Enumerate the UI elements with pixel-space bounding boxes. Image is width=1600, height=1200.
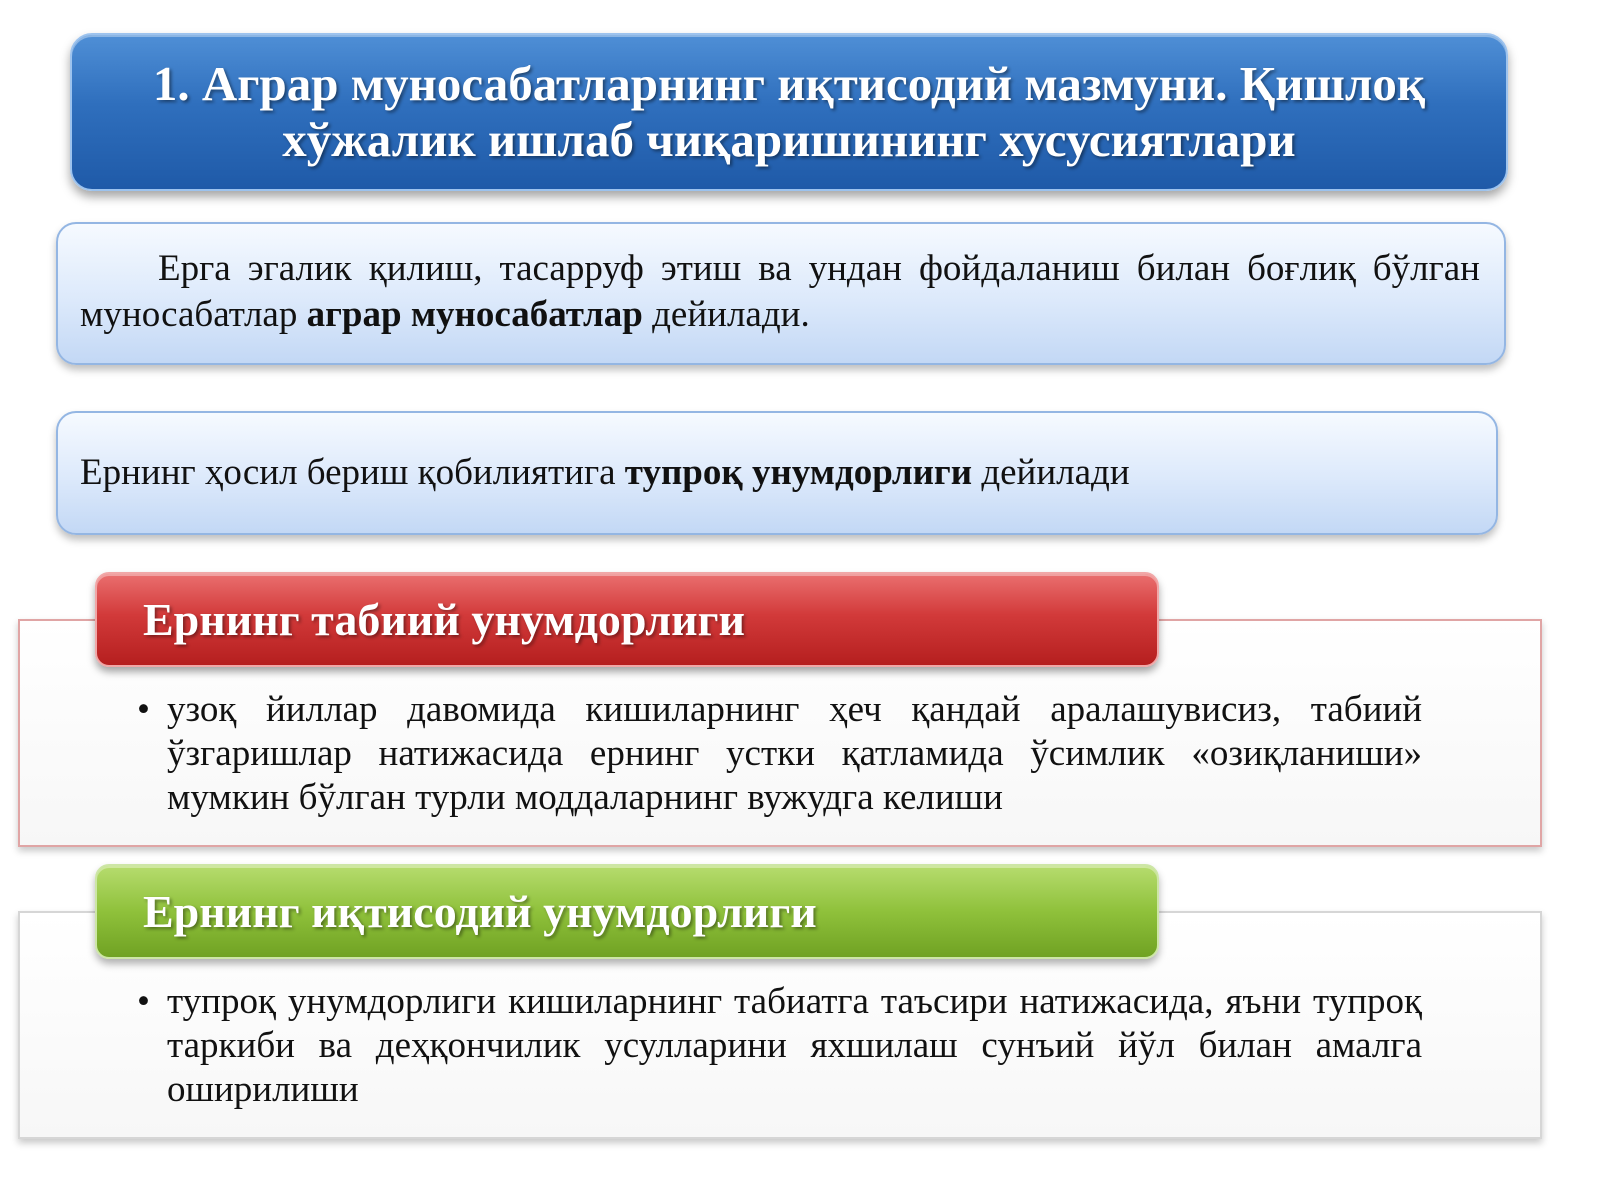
- soil-fertility-definition: [80, 450, 1130, 496]
- natural-fertility-heading: Ернинг табиий унумдорлиги: [143, 593, 745, 645]
- definition-text-before: Ерга эгалик қилиш, тасарруф этиш ва ундан фойдаланиш билан боғлиқ бўлган муносабатлар: [80, 248, 1480, 335]
- definition-text-after: дейилади: [972, 452, 1130, 493]
- economic-fertility-bullet-text: тупроқ унумдорлиги кишиларнинг табиатга таъсири натижасида, яъни тупроқ таркиби ва деҳқончилик усулларини яхшилаш сунъий йўл билан амалга оширилиши: [167, 981, 1422, 1110]
- definition-text-after: дейилади.: [642, 294, 810, 335]
- agrarian-relations-definition: [80, 246, 1480, 338]
- definition-bold-term: аграр муносабатлар: [306, 294, 643, 335]
- definition-text-before: Ернинг ҳосил бериш қобилиятига: [80, 452, 625, 493]
- economic-fertility-header: [95, 864, 1159, 959]
- slide-title: 1. Аграр муносабатларнинг иқтисодий мазмуни. Қишлоқ хўжалик ишлаб чиқаришининг хусусиятлари: [152, 56, 1426, 167]
- definition-bold-term: тупроқ унумдорлиги: [624, 452, 973, 493]
- natural-fertility-header: [95, 572, 1159, 667]
- economic-fertility-heading: Ернинг иқтисодий унумдорлиги: [143, 885, 817, 937]
- bullet-icon: •: [137, 689, 150, 730]
- economic-fertility-bullet: [137, 980, 1422, 1112]
- bullet-icon: •: [137, 981, 150, 1022]
- natural-fertility-bullet-text: узоқ йиллар давомида кишиларнинг ҳеч қандай аралашувисиз, табиий ўзгаришлар натижасида ернинг устки қатламида ўсимлик «озиқланиши» мумкин бўлган турли моддаларнинг вужудга келиши: [167, 689, 1422, 818]
- natural-fertility-bullet: [137, 688, 1422, 820]
- agrarian-relations-definition-box: [56, 222, 1506, 365]
- title-banner: [70, 33, 1508, 191]
- soil-fertility-definition-box: [56, 411, 1498, 535]
